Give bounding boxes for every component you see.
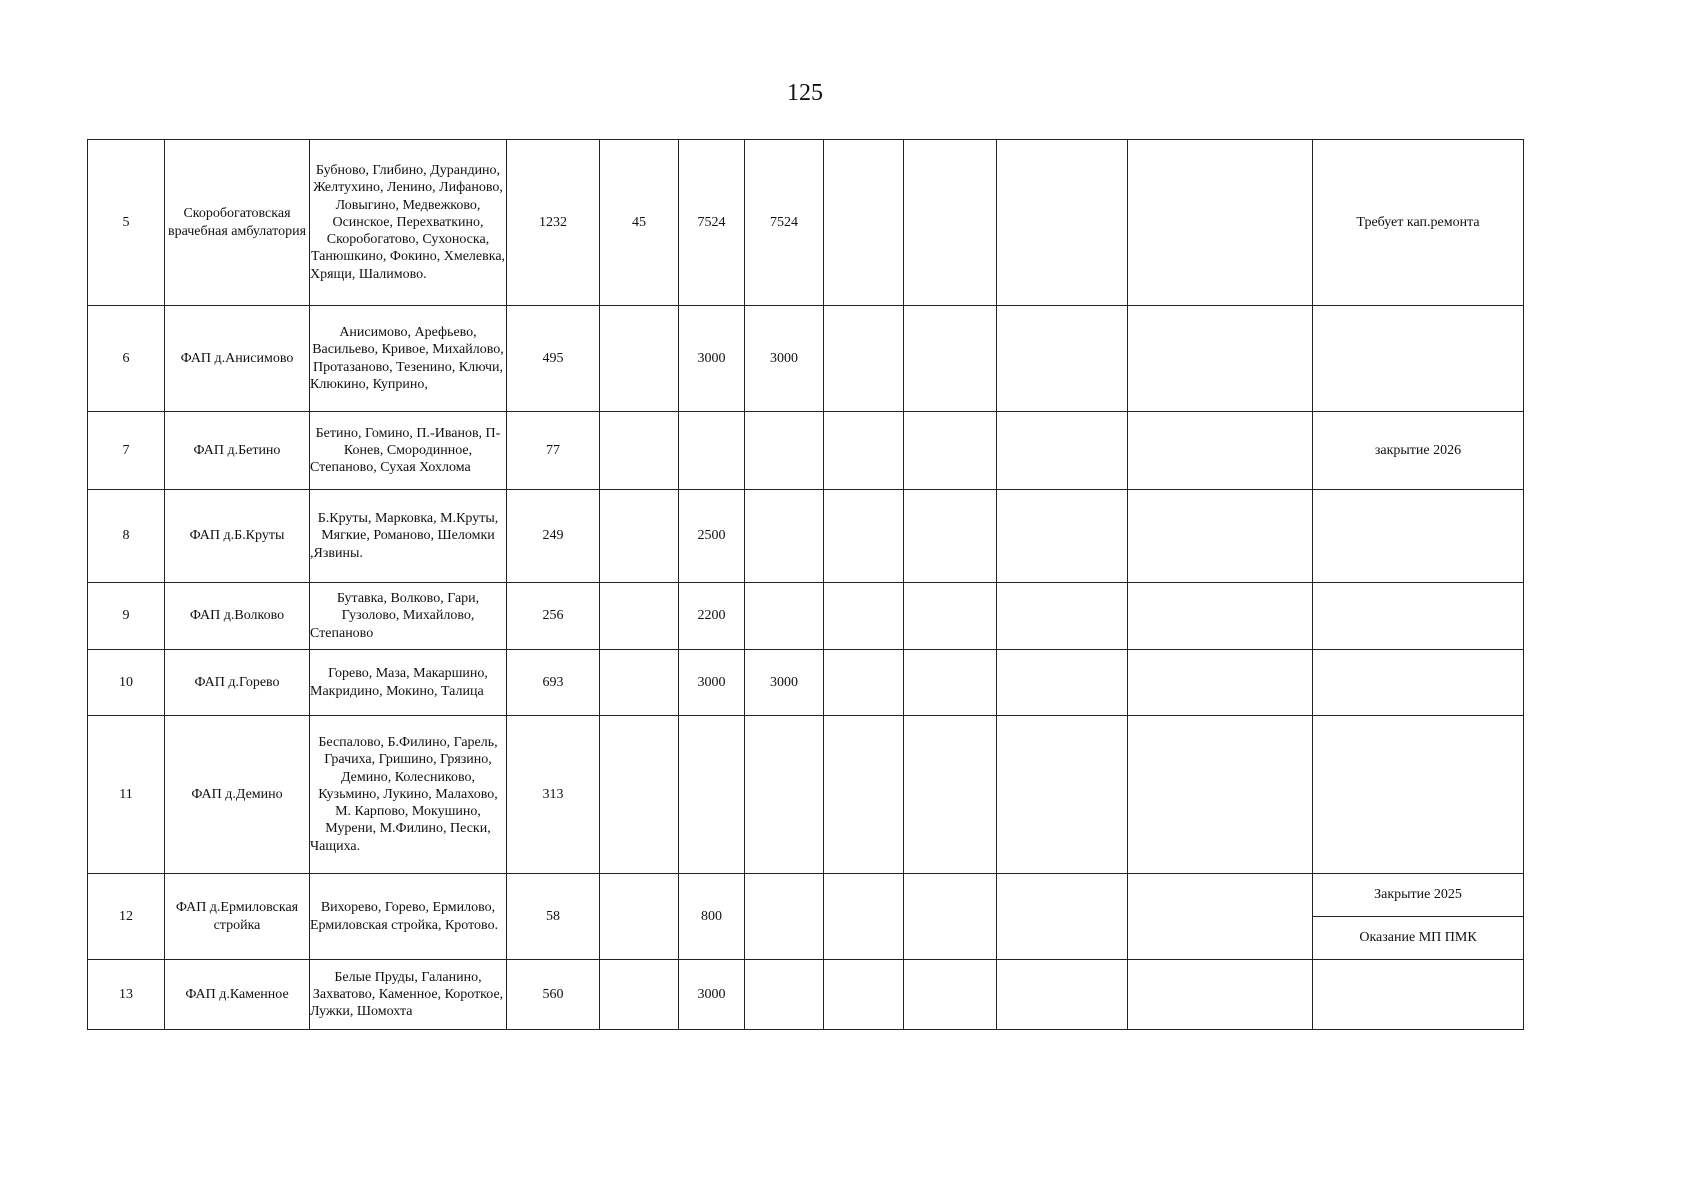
settlements-list: Вихорево, Горево, Ермилово, Ермиловская стройка, Кротово. [310, 874, 507, 960]
facility-name: Скоробогатовская врачебная амбулатория [165, 140, 310, 306]
empty-cell [904, 306, 997, 412]
empty-cell [997, 306, 1128, 412]
row-number: 12 [88, 874, 165, 960]
empty-cell [1128, 140, 1313, 306]
value-cell: 693 [507, 650, 600, 716]
empty-cell [824, 960, 904, 1030]
value-cell: 77 [507, 412, 600, 490]
note-cell [1313, 490, 1524, 583]
empty-cell [997, 140, 1128, 306]
empty-cell [1128, 650, 1313, 716]
value-cell: 2200 [679, 583, 745, 650]
table-row [88, 874, 1524, 960]
note-cell [1313, 650, 1524, 716]
value-cell: 58 [507, 874, 600, 960]
note-cell: Требует кап.ремонта [1313, 140, 1524, 306]
facilities-table [87, 139, 1524, 1030]
empty-cell [824, 716, 904, 874]
value-cell [600, 490, 679, 583]
facility-name: ФАП д.Б.Круты [165, 490, 310, 583]
empty-cell [1128, 583, 1313, 650]
note-top: Закрытие 2025 [1313, 874, 1523, 916]
empty-cell [997, 960, 1128, 1030]
empty-cell [904, 490, 997, 583]
note-cell [1313, 306, 1524, 412]
facility-name: ФАП д.Бетино [165, 412, 310, 490]
empty-cell [1128, 716, 1313, 874]
empty-cell [904, 140, 997, 306]
row-number: 10 [88, 650, 165, 716]
note-cell-split [1313, 874, 1524, 960]
settlements-list: Беспалово, Б.Филино, Гарель, Грачиха, Гришино, Грязино, Демино, Колесниково, Кузьмино, Лукино, Малахово, М. Карпово, Мокушино, Мурени, М.Филино, Пески, Чащиха. [310, 716, 507, 874]
row-number: 11 [88, 716, 165, 874]
empty-cell [824, 583, 904, 650]
empty-cell [997, 650, 1128, 716]
empty-cell [904, 960, 997, 1030]
row-number: 13 [88, 960, 165, 1030]
value-cell [679, 716, 745, 874]
table-row [88, 650, 1524, 716]
value-cell: 3000 [679, 306, 745, 412]
facility-name: ФАП д.Волково [165, 583, 310, 650]
settlements-list: Анисимово, Арефьево, Васильево, Кривое, Михайлово, Протазаново, Тезенино, Ключи, Клюкино, Куприно, [310, 306, 507, 412]
facility-name: ФАП д.Ермиловская стройка [165, 874, 310, 960]
value-cell [679, 412, 745, 490]
value-cell: 7524 [679, 140, 745, 306]
row-number: 5 [88, 140, 165, 306]
note-bottom: Оказание МП ПМК [1359, 930, 1477, 946]
empty-cell [824, 650, 904, 716]
note-cell: закрытие 2026 [1313, 412, 1524, 490]
value-cell [600, 874, 679, 960]
table-row [88, 716, 1524, 874]
value-cell: 560 [507, 960, 600, 1030]
empty-cell [1128, 306, 1313, 412]
empty-cell [904, 412, 997, 490]
empty-cell [904, 583, 997, 650]
value-cell [745, 490, 824, 583]
empty-cell [904, 716, 997, 874]
table-row [88, 490, 1524, 583]
value-cell: 45 [600, 140, 679, 306]
empty-cell [1128, 412, 1313, 490]
value-cell [600, 960, 679, 1030]
value-cell: 3000 [745, 306, 824, 412]
settlements-list: Б.Круты, Марковка, М.Круты, Мягкие, Романово, Шеломки ,Язвины. [310, 490, 507, 583]
empty-cell [1128, 874, 1313, 960]
value-cell: 2500 [679, 490, 745, 583]
empty-cell [1128, 960, 1313, 1030]
empty-cell [824, 140, 904, 306]
settlements-list: Бутавка, Волково, Гари, Гузолово, Михайлово, Степаново [310, 583, 507, 650]
value-cell: 3000 [745, 650, 824, 716]
value-cell: 3000 [679, 960, 745, 1030]
settlements-list: Белые Пруды, Галанино, Захватово, Каменное, Короткое, Лужки, Шомохта [310, 960, 507, 1030]
value-cell: 256 [507, 583, 600, 650]
facility-name: ФАП д.Каменное [165, 960, 310, 1030]
row-number: 7 [88, 412, 165, 490]
table-row [88, 306, 1524, 412]
note-cell [1313, 960, 1524, 1030]
facility-name: ФАП д.Демино [165, 716, 310, 874]
value-cell [745, 960, 824, 1030]
value-cell: 3000 [679, 650, 745, 716]
table-row [88, 960, 1524, 1030]
value-cell [600, 306, 679, 412]
note-cell [1313, 716, 1524, 874]
note-cell [1313, 583, 1524, 650]
table-row [88, 140, 1524, 306]
empty-cell [824, 874, 904, 960]
page-number: 125 [787, 80, 823, 106]
empty-cell [997, 412, 1128, 490]
value-cell: 800 [679, 874, 745, 960]
settlements-list: Бубново, Глибино, Дурандино, Желтухино, Ленино, Лифаново, Ловыгино, Медвежково, Осинское, Перехваткино, Скоробогатово, Сухоноска, Танюшкино, Фокино, Хмелевка, Хрящи, Шалимово. [310, 140, 507, 306]
value-cell: 1232 [507, 140, 600, 306]
value-cell: 7524 [745, 140, 824, 306]
table-row [88, 583, 1524, 650]
value-cell [745, 874, 824, 960]
value-cell [745, 716, 824, 874]
value-cell [600, 412, 679, 490]
empty-cell [997, 583, 1128, 650]
settlements-list: Бетино, Гомино, П.-Иванов, П-Конев, Смородинное, Степаново, Сухая Хохлома [310, 412, 507, 490]
empty-cell [904, 874, 997, 960]
empty-cell [904, 650, 997, 716]
value-cell [600, 650, 679, 716]
row-number: 8 [88, 490, 165, 583]
value-cell: 495 [507, 306, 600, 412]
value-cell [600, 716, 679, 874]
empty-cell [1128, 490, 1313, 583]
value-cell: 249 [507, 490, 600, 583]
value-cell [600, 583, 679, 650]
facility-name: ФАП д.Горево [165, 650, 310, 716]
note-split-table [1313, 874, 1523, 959]
value-cell: 313 [507, 716, 600, 874]
facility-name: ФАП д.Анисимово [165, 306, 310, 412]
empty-cell [997, 490, 1128, 583]
empty-cell [824, 306, 904, 412]
empty-cell [824, 412, 904, 490]
value-cell [745, 583, 824, 650]
settlements-list: Горево, Маза, Макаршино, Макридино, Мокино, Талица [310, 650, 507, 716]
empty-cell [997, 716, 1128, 874]
row-number: 6 [88, 306, 165, 412]
empty-cell [997, 874, 1128, 960]
value-cell [745, 412, 824, 490]
empty-cell [824, 490, 904, 583]
table-row [88, 412, 1524, 490]
row-number: 9 [88, 583, 165, 650]
